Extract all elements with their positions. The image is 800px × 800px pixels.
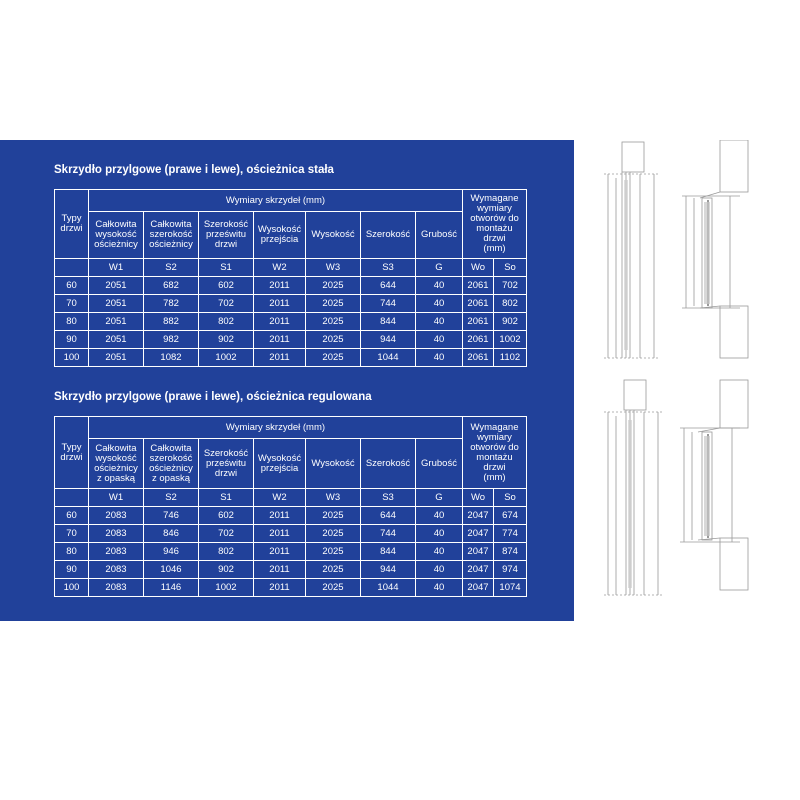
cell: 644 <box>361 277 416 295</box>
header-col: Grubość <box>416 212 463 259</box>
header-col: Całkowita wysokość ościeżnicy <box>89 212 144 259</box>
header-col: Całkowita szerokość ościeżnicy z opaską <box>144 439 199 489</box>
cell: 2061 <box>463 313 494 331</box>
cell: 2083 <box>89 525 144 543</box>
technical-drawings <box>590 140 790 640</box>
cell: 902 <box>494 313 527 331</box>
cell: 1074 <box>494 579 527 597</box>
cell: 2051 <box>89 295 144 313</box>
cell: 846 <box>144 525 199 543</box>
spec-table-fixed-frame <box>54 189 527 367</box>
cell: 2047 <box>463 579 494 597</box>
spec-table-adjustable-frame <box>54 416 527 597</box>
wall-block <box>720 538 748 590</box>
cell: 2025 <box>306 561 361 579</box>
cell: 1046 <box>144 561 199 579</box>
header-door-type: Typy drzwi <box>55 417 89 489</box>
cell: 40 <box>416 349 463 367</box>
cell: 974 <box>494 561 527 579</box>
wall-block <box>720 306 748 358</box>
cell: 40 <box>416 561 463 579</box>
table-row <box>55 349 527 367</box>
cell: 802 <box>199 543 254 561</box>
cell: 944 <box>361 561 416 579</box>
cell: 2011 <box>254 295 306 313</box>
header-col: Szerokość <box>361 439 416 489</box>
cell: 774 <box>494 525 527 543</box>
cell: 2025 <box>306 507 361 525</box>
cell: 744 <box>361 525 416 543</box>
cell: 60 <box>55 277 89 295</box>
table-row <box>55 277 527 295</box>
symbol-cell: S2 <box>144 259 199 277</box>
header-col: Szerokość <box>361 212 416 259</box>
cell: 782 <box>144 295 199 313</box>
cell: 1044 <box>361 579 416 597</box>
cell: 2025 <box>306 295 361 313</box>
header-leaf-dimensions: Wymiary skrzydeł (mm) <box>89 190 463 212</box>
table-row <box>55 313 527 331</box>
symbol-cell: W1 <box>89 259 144 277</box>
wall-block <box>720 380 748 428</box>
symbol-cell: W2 <box>254 259 306 277</box>
section-title-fixed-frame: Skrzydło przylgowe (prawe i lewe), ościeżnica stała <box>54 164 334 176</box>
cell: 944 <box>361 331 416 349</box>
cell: 2011 <box>254 349 306 367</box>
cell: 100 <box>55 579 89 597</box>
cell: 90 <box>55 561 89 579</box>
symbol-cell: W2 <box>254 489 306 507</box>
wall-block <box>720 140 748 192</box>
table-row <box>55 331 527 349</box>
symbol-cell: W3 <box>306 489 361 507</box>
cell: 80 <box>55 313 89 331</box>
symbol-cell: G <box>416 489 463 507</box>
cell: 2083 <box>89 507 144 525</box>
cell: 2011 <box>254 313 306 331</box>
door-frame-drawing <box>590 140 790 640</box>
cell: 702 <box>199 295 254 313</box>
cell: 2025 <box>306 349 361 367</box>
symbol-cell: S3 <box>361 489 416 507</box>
cell: 2011 <box>254 579 306 597</box>
cell: 2025 <box>306 543 361 561</box>
cell: 1146 <box>144 579 199 597</box>
cell: 746 <box>144 507 199 525</box>
cell: 602 <box>199 507 254 525</box>
cell: 2061 <box>463 349 494 367</box>
cell: 844 <box>361 543 416 561</box>
symbol-cell: G <box>416 259 463 277</box>
header-required-openings: Wymagane wymiary otworów do montażu drzwi (mm) <box>463 417 527 489</box>
symbol-cell: S3 <box>361 259 416 277</box>
cell: 882 <box>144 313 199 331</box>
cell: 2083 <box>89 579 144 597</box>
cell: 1082 <box>144 349 199 367</box>
cell: 2025 <box>306 525 361 543</box>
cell: 1044 <box>361 349 416 367</box>
cell: 40 <box>416 331 463 349</box>
symbol-cell: W1 <box>89 489 144 507</box>
table-row <box>55 295 527 313</box>
table-row <box>55 507 527 525</box>
cell: 902 <box>199 331 254 349</box>
cell: 2083 <box>89 543 144 561</box>
cell: 100 <box>55 349 89 367</box>
cell: 802 <box>494 295 527 313</box>
cell: 2051 <box>89 349 144 367</box>
cell: 2047 <box>463 525 494 543</box>
cell: 40 <box>416 313 463 331</box>
header-door-type: Typy drzwi <box>55 190 89 259</box>
cell: 2061 <box>463 277 494 295</box>
header-col: Wysokość <box>306 212 361 259</box>
symbol-cell-blank <box>55 489 89 507</box>
cell: 874 <box>494 543 527 561</box>
cell: 2083 <box>89 561 144 579</box>
cell: 2011 <box>254 525 306 543</box>
symbol-cell: So <box>494 259 527 277</box>
symbol-cell: S1 <box>199 489 254 507</box>
table-row <box>55 561 527 579</box>
cell: 40 <box>416 525 463 543</box>
header-col: Wysokość przejścia <box>254 212 306 259</box>
cell: 1002 <box>199 349 254 367</box>
header-col: Wysokość przejścia <box>254 439 306 489</box>
cell: 2025 <box>306 331 361 349</box>
symbol-cell-blank <box>55 259 89 277</box>
cell: 2011 <box>254 543 306 561</box>
cell: 2061 <box>463 295 494 313</box>
cell: 40 <box>416 295 463 313</box>
cell: 682 <box>144 277 199 295</box>
cell: 70 <box>55 525 89 543</box>
symbol-cell: Wo <box>463 259 494 277</box>
cell: 2011 <box>254 277 306 295</box>
cell: 2011 <box>254 331 306 349</box>
cell: 80 <box>55 543 89 561</box>
cell: 40 <box>416 277 463 295</box>
cell: 2051 <box>89 277 144 295</box>
section-title-adjustable-frame: Skrzydło przylgowe (prawe i lewe), ościeżnica regulowana <box>54 391 372 403</box>
cell: 2051 <box>89 313 144 331</box>
cell: 644 <box>361 507 416 525</box>
symbol-cell: S1 <box>199 259 254 277</box>
header-col: Całkowita wysokość ościeżnicy z opaską <box>89 439 144 489</box>
cell: 70 <box>55 295 89 313</box>
cell: 40 <box>416 543 463 561</box>
cell: 1102 <box>494 349 527 367</box>
cell: 2025 <box>306 277 361 295</box>
cell: 844 <box>361 313 416 331</box>
cell: 2047 <box>463 561 494 579</box>
wall-block <box>624 380 646 410</box>
cell: 40 <box>416 507 463 525</box>
header-required-openings: Wymagane wymiary otworów do montażu drzwi (mm) <box>463 190 527 259</box>
table-row <box>55 579 527 597</box>
cell: 2025 <box>306 579 361 597</box>
cell: 60 <box>55 507 89 525</box>
cell: 982 <box>144 331 199 349</box>
symbol-cell: Wo <box>463 489 494 507</box>
cell: 90 <box>55 331 89 349</box>
symbol-cell: S2 <box>144 489 199 507</box>
cell: 2061 <box>463 331 494 349</box>
cell: 802 <box>199 313 254 331</box>
cell: 702 <box>494 277 527 295</box>
cell: 40 <box>416 579 463 597</box>
table-row <box>55 525 527 543</box>
cell: 1002 <box>199 579 254 597</box>
symbol-cell: W3 <box>306 259 361 277</box>
header-col: Wysokość <box>306 439 361 489</box>
header-col: Szerokość prześwitu drzwi <box>199 439 254 489</box>
cell: 946 <box>144 543 199 561</box>
cell: 674 <box>494 507 527 525</box>
header-leaf-dimensions: Wymiary skrzydeł (mm) <box>89 417 463 439</box>
cell: 2047 <box>463 507 494 525</box>
symbol-cell: So <box>494 489 527 507</box>
header-col: Szerokość prześwitu drzwi <box>199 212 254 259</box>
cell: 2025 <box>306 313 361 331</box>
cell: 2011 <box>254 507 306 525</box>
cell: 2047 <box>463 543 494 561</box>
cell: 744 <box>361 295 416 313</box>
cell: 602 <box>199 277 254 295</box>
cell: 702 <box>199 525 254 543</box>
table-row <box>55 543 527 561</box>
cell: 2011 <box>254 561 306 579</box>
cell: 1002 <box>494 331 527 349</box>
cell: 902 <box>199 561 254 579</box>
cell: 2051 <box>89 331 144 349</box>
header-col: Grubość <box>416 439 463 489</box>
wall-block <box>622 142 644 172</box>
header-col: Całkowita szerokość ościeżnicy <box>144 212 199 259</box>
